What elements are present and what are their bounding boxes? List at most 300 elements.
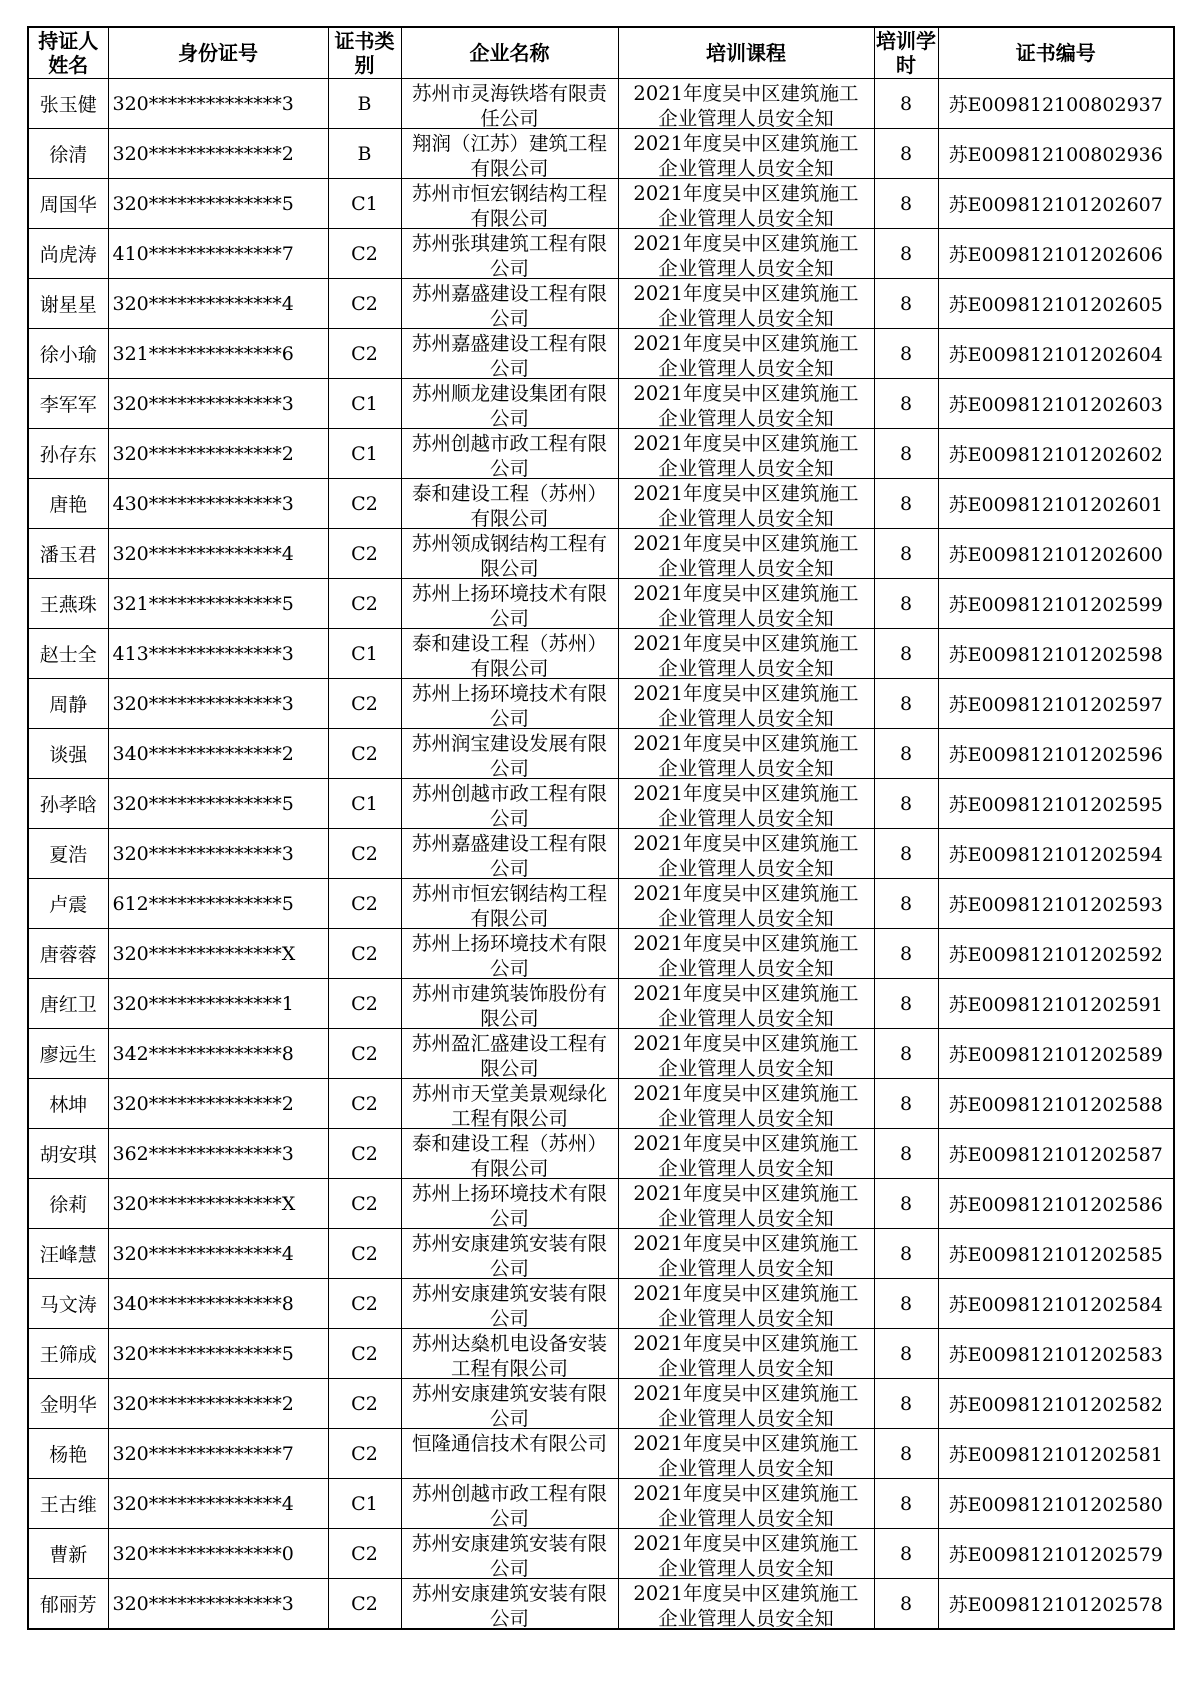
cert-number-cell: 苏E009812101202597 <box>938 679 1174 729</box>
course-cell <box>618 829 874 879</box>
course-cell <box>618 1129 874 1179</box>
table-row <box>28 1229 1174 1279</box>
company-cell-text: 苏州安康建筑安装有限公司 <box>411 1231 607 1277</box>
company-cell <box>401 829 618 879</box>
cert-number-cell: 苏E009812101202586 <box>938 1179 1174 1229</box>
table-row <box>28 329 1174 379</box>
holder-name-cell: 谈强 <box>28 729 108 779</box>
company-cell-text: 苏州嘉盛建设工程有限公司 <box>411 281 607 327</box>
hours-cell: 8 <box>874 129 938 179</box>
holder-name-cell: 张玉健 <box>28 79 108 129</box>
id-number-cell: 320**************2 <box>108 1379 328 1429</box>
cert-type-cell: B <box>328 79 401 129</box>
course-cell-text: 2021年度吴中区建筑施工企业管理人员安全知 <box>633 431 859 477</box>
holder-name-cell: 林坤 <box>28 1079 108 1129</box>
company-cell-text: 泰和建设工程（苏州）有限公司 <box>411 481 607 527</box>
course-cell-text: 2021年度吴中区建筑施工企业管理人员安全知 <box>633 981 859 1027</box>
cert-number-cell: 苏E009812101202600 <box>938 529 1174 579</box>
id-number-cell: 320**************5 <box>108 179 328 229</box>
company-cell <box>401 129 618 179</box>
header-cert-type: 证书类别 <box>328 27 401 79</box>
cert-number-cell: 苏E009812101202580 <box>938 1479 1174 1529</box>
holder-name-cell: 王筛成 <box>28 1329 108 1379</box>
course-cell <box>618 1429 874 1479</box>
course-cell <box>618 429 874 479</box>
course-cell <box>618 1479 874 1529</box>
hours-cell: 8 <box>874 979 938 1029</box>
course-cell <box>618 479 874 529</box>
holder-name-cell: 徐莉 <box>28 1179 108 1229</box>
cert-type-cell: C2 <box>328 529 401 579</box>
table-body <box>28 79 1174 1630</box>
hours-cell: 8 <box>874 1329 938 1379</box>
id-number-cell: 321**************6 <box>108 329 328 379</box>
company-cell <box>401 179 618 229</box>
holder-name-cell: 赵士全 <box>28 629 108 679</box>
cert-number-cell: 苏E009812101202583 <box>938 1329 1174 1379</box>
table-row <box>28 1279 1174 1329</box>
table-row <box>28 79 1174 129</box>
course-cell-text: 2021年度吴中区建筑施工企业管理人员安全知 <box>633 1381 859 1427</box>
company-cell-text: 苏州创越市政工程有限公司 <box>411 431 607 477</box>
id-number-cell: 320**************2 <box>108 1079 328 1129</box>
cert-type-cell: C2 <box>328 1379 401 1429</box>
table-row <box>28 1479 1174 1529</box>
cert-number-cell: 苏E009812101202591 <box>938 979 1174 1029</box>
course-cell-text: 2021年度吴中区建筑施工企业管理人员安全知 <box>633 281 859 327</box>
cert-type-cell: C2 <box>328 1429 401 1479</box>
hours-cell: 8 <box>874 1229 938 1279</box>
course-cell-text: 2021年度吴中区建筑施工企业管理人员安全知 <box>633 681 859 727</box>
hours-cell: 8 <box>874 1529 938 1579</box>
course-cell <box>618 1029 874 1079</box>
course-cell <box>618 679 874 729</box>
company-cell-text: 苏州创越市政工程有限公司 <box>411 781 607 827</box>
table-row <box>28 1579 1174 1630</box>
holder-name-cell: 李军军 <box>28 379 108 429</box>
holder-name-cell: 孙存东 <box>28 429 108 479</box>
course-cell-text: 2021年度吴中区建筑施工企业管理人员安全知 <box>633 1331 859 1377</box>
cert-number-cell: 苏E009812101202607 <box>938 179 1174 229</box>
holder-name-cell: 廖远生 <box>28 1029 108 1079</box>
id-number-cell: 320**************4 <box>108 1229 328 1279</box>
cert-number-cell: 苏E009812101202601 <box>938 479 1174 529</box>
id-number-cell: 320**************3 <box>108 1579 328 1630</box>
holder-name-cell: 周国华 <box>28 179 108 229</box>
table-row <box>28 1429 1174 1479</box>
course-cell <box>618 329 874 379</box>
table-row <box>28 279 1174 329</box>
table-row <box>28 629 1174 679</box>
cert-type-cell: C2 <box>328 1179 401 1229</box>
course-cell <box>618 1329 874 1379</box>
holder-name-cell: 曹新 <box>28 1529 108 1579</box>
company-cell <box>401 979 618 1029</box>
company-cell <box>401 779 618 829</box>
hours-cell: 8 <box>874 179 938 229</box>
holder-name-cell: 徐清 <box>28 129 108 179</box>
id-number-cell: 413**************3 <box>108 629 328 679</box>
hours-cell: 8 <box>874 1429 938 1479</box>
company-cell-text: 苏州张琪建筑工程有限公司 <box>411 231 607 277</box>
hours-cell: 8 <box>874 629 938 679</box>
table-row <box>28 1029 1174 1079</box>
id-number-cell: 320**************3 <box>108 679 328 729</box>
holder-name-cell: 夏浩 <box>28 829 108 879</box>
company-cell-text: 苏州市恒宏钢结构工程有限公司 <box>411 181 607 227</box>
id-number-cell: 320**************1 <box>108 979 328 1029</box>
table-header <box>28 27 1174 79</box>
hours-cell: 8 <box>874 879 938 929</box>
course-cell-text: 2021年度吴中区建筑施工企业管理人员安全知 <box>633 931 859 977</box>
cert-type-cell: C2 <box>328 1279 401 1329</box>
cert-number-cell: 苏E009812100802937 <box>938 79 1174 129</box>
company-cell <box>401 429 618 479</box>
table-row <box>28 879 1174 929</box>
course-cell <box>618 1229 874 1279</box>
course-cell <box>618 279 874 329</box>
holder-name-cell: 唐红卫 <box>28 979 108 1029</box>
table-row <box>28 1079 1174 1129</box>
id-number-cell: 320**************X <box>108 929 328 979</box>
company-cell-text: 苏州市建筑装饰股份有限公司 <box>411 981 607 1027</box>
cert-number-cell: 苏E009812101202602 <box>938 429 1174 479</box>
course-cell-text: 2021年度吴中区建筑施工企业管理人员安全知 <box>633 1481 859 1527</box>
company-cell-text: 苏州上扬环境技术有限公司 <box>411 1181 607 1227</box>
id-number-cell: 320**************0 <box>108 1529 328 1579</box>
course-cell-text: 2021年度吴中区建筑施工企业管理人员安全知 <box>633 881 859 927</box>
hours-cell: 8 <box>874 1079 938 1129</box>
holder-name-cell: 王古维 <box>28 1479 108 1529</box>
cert-number-cell: 苏E009812101202599 <box>938 579 1174 629</box>
course-cell-text: 2021年度吴中区建筑施工企业管理人员安全知 <box>633 831 859 877</box>
company-cell-text: 苏州润宝建设发展有限公司 <box>411 731 607 777</box>
table-row <box>28 679 1174 729</box>
table-row <box>28 229 1174 279</box>
company-cell-text: 苏州市灵海铁塔有限责任公司 <box>411 81 607 127</box>
cert-type-cell: C2 <box>328 1129 401 1179</box>
company-cell <box>401 1429 618 1479</box>
company-cell <box>401 1329 618 1379</box>
holder-name-cell: 杨艳 <box>28 1429 108 1479</box>
course-cell <box>618 379 874 429</box>
id-number-cell: 320**************3 <box>108 379 328 429</box>
cert-number-cell: 苏E009812101202598 <box>938 629 1174 679</box>
course-cell <box>618 729 874 779</box>
company-cell-text: 苏州上扬环境技术有限公司 <box>411 681 607 727</box>
hours-cell: 8 <box>874 279 938 329</box>
holder-name-cell: 徐小瑜 <box>28 329 108 379</box>
company-cell-text: 苏州领成钢结构工程有限公司 <box>411 531 607 577</box>
cert-number-cell: 苏E009812101202584 <box>938 1279 1174 1329</box>
holder-name-cell: 汪峰慧 <box>28 1229 108 1279</box>
company-cell <box>401 729 618 779</box>
course-cell-text: 2021年度吴中区建筑施工企业管理人员安全知 <box>633 1031 859 1077</box>
cert-type-cell: C1 <box>328 379 401 429</box>
company-cell <box>401 929 618 979</box>
company-cell <box>401 1029 618 1079</box>
company-cell-text: 苏州达燊机电设备安装工程有限公司 <box>411 1331 607 1377</box>
holder-name-cell: 周静 <box>28 679 108 729</box>
hours-cell: 8 <box>874 929 938 979</box>
holder-name-cell: 郁丽芳 <box>28 1579 108 1630</box>
company-cell-text: 苏州上扬环境技术有限公司 <box>411 581 607 627</box>
id-number-cell: 320**************4 <box>108 1479 328 1529</box>
header-company: 企业名称 <box>401 27 618 79</box>
id-number-cell: 342**************8 <box>108 1029 328 1079</box>
company-cell <box>401 1529 618 1579</box>
company-cell <box>401 379 618 429</box>
cert-type-cell: C2 <box>328 829 401 879</box>
hours-cell: 8 <box>874 479 938 529</box>
company-cell <box>401 1379 618 1429</box>
table-row <box>28 529 1174 579</box>
course-cell-text: 2021年度吴中区建筑施工企业管理人员安全知 <box>633 1581 859 1627</box>
cert-type-cell: C2 <box>328 879 401 929</box>
hours-cell: 8 <box>874 779 938 829</box>
cert-number-cell: 苏E009812101202582 <box>938 1379 1174 1429</box>
company-cell-text: 苏州创越市政工程有限公司 <box>411 1481 607 1527</box>
company-cell <box>401 629 618 679</box>
course-cell-text: 2021年度吴中区建筑施工企业管理人员安全知 <box>633 381 859 427</box>
course-cell <box>618 129 874 179</box>
holder-name-cell: 胡安琪 <box>28 1129 108 1179</box>
course-cell-text: 2021年度吴中区建筑施工企业管理人员安全知 <box>633 1431 859 1477</box>
cert-type-cell: C2 <box>328 929 401 979</box>
hours-cell: 8 <box>874 379 938 429</box>
course-cell <box>618 929 874 979</box>
cert-number-cell: 苏E009812101202588 <box>938 1079 1174 1129</box>
table-row <box>28 1379 1174 1429</box>
course-cell-text: 2021年度吴中区建筑施工企业管理人员安全知 <box>633 81 859 127</box>
cert-type-cell: C2 <box>328 279 401 329</box>
course-cell <box>618 1379 874 1429</box>
cert-type-cell: C2 <box>328 329 401 379</box>
holder-name-cell: 王燕珠 <box>28 579 108 629</box>
cert-type-cell: C2 <box>328 579 401 629</box>
cert-number-cell: 苏E009812101202605 <box>938 279 1174 329</box>
cert-number-cell: 苏E009812101202585 <box>938 1229 1174 1279</box>
cert-number-cell: 苏E009812101202592 <box>938 929 1174 979</box>
table-row <box>28 129 1174 179</box>
company-cell-text: 苏州嘉盛建设工程有限公司 <box>411 331 607 377</box>
course-cell-text: 2021年度吴中区建筑施工企业管理人员安全知 <box>633 1181 859 1227</box>
course-cell <box>618 879 874 929</box>
holder-name-cell: 潘玉君 <box>28 529 108 579</box>
cert-type-cell: C2 <box>328 229 401 279</box>
company-cell <box>401 279 618 329</box>
id-number-cell: 430**************3 <box>108 479 328 529</box>
hours-cell: 8 <box>874 229 938 279</box>
company-cell-text: 苏州市天堂美景观绿化工程有限公司 <box>411 1081 607 1127</box>
holder-name-cell: 马文涛 <box>28 1279 108 1329</box>
cert-type-cell: C1 <box>328 179 401 229</box>
cert-number-cell: 苏E009812101202603 <box>938 379 1174 429</box>
holder-name-cell: 孙孝晗 <box>28 779 108 829</box>
course-cell-text: 2021年度吴中区建筑施工企业管理人员安全知 <box>633 481 859 527</box>
table-row <box>28 1179 1174 1229</box>
header-course: 培训课程 <box>618 27 874 79</box>
table-row <box>28 579 1174 629</box>
table-row <box>28 929 1174 979</box>
cert-type-cell: C1 <box>328 1479 401 1529</box>
course-cell-text: 2021年度吴中区建筑施工企业管理人员安全知 <box>633 181 859 227</box>
course-cell <box>618 629 874 679</box>
hours-cell: 8 <box>874 1129 938 1179</box>
holder-name-cell: 唐艳 <box>28 479 108 529</box>
holder-name-cell: 卢震 <box>28 879 108 929</box>
company-cell-text: 苏州安康建筑安装有限公司 <box>411 1381 607 1427</box>
id-number-cell: 410**************7 <box>108 229 328 279</box>
hours-cell: 8 <box>874 579 938 629</box>
table-row <box>28 729 1174 779</box>
cert-number-cell: 苏E009812101202606 <box>938 229 1174 279</box>
hours-cell: 8 <box>874 679 938 729</box>
header-cert-number: 证书编号 <box>938 27 1174 79</box>
company-cell-text: 苏州市恒宏钢结构工程有限公司 <box>411 881 607 927</box>
cert-type-cell: C2 <box>328 1029 401 1079</box>
company-cell <box>401 879 618 929</box>
cert-type-cell: C2 <box>328 1529 401 1579</box>
company-cell <box>401 1279 618 1329</box>
cert-type-cell: C2 <box>328 979 401 1029</box>
table-row <box>28 1329 1174 1379</box>
id-number-cell: 340**************2 <box>108 729 328 779</box>
hours-cell: 8 <box>874 79 938 129</box>
id-number-cell: 362**************3 <box>108 1129 328 1179</box>
company-cell-text: 苏州安康建筑安装有限公司 <box>411 1281 607 1327</box>
course-cell-text: 2021年度吴中区建筑施工企业管理人员安全知 <box>633 1231 859 1277</box>
hours-cell: 8 <box>874 1479 938 1529</box>
course-cell <box>618 179 874 229</box>
course-cell <box>618 1529 874 1579</box>
hours-cell: 8 <box>874 729 938 779</box>
table-row <box>28 829 1174 879</box>
hours-cell: 8 <box>874 529 938 579</box>
company-cell-text: 翔润（江苏）建筑工程有限公司 <box>411 131 607 177</box>
company-cell <box>401 1479 618 1529</box>
company-cell-text: 苏州盈汇盛建设工程有限公司 <box>411 1031 607 1077</box>
cert-number-cell: 苏E009812101202594 <box>938 829 1174 879</box>
cert-type-cell: C2 <box>328 1329 401 1379</box>
cert-type-cell: C1 <box>328 779 401 829</box>
course-cell-text: 2021年度吴中区建筑施工企业管理人员安全知 <box>633 1131 859 1177</box>
id-number-cell: 340**************8 <box>108 1279 328 1329</box>
cert-number-cell: 苏E009812101202596 <box>938 729 1174 779</box>
id-number-cell: 321**************5 <box>108 579 328 629</box>
cert-number-cell: 苏E009812101202579 <box>938 1529 1174 1579</box>
course-cell <box>618 979 874 1029</box>
cert-number-cell: 苏E009812101202595 <box>938 779 1174 829</box>
course-cell-text: 2021年度吴中区建筑施工企业管理人员安全知 <box>633 581 859 627</box>
company-cell-text: 苏州顺龙建设集团有限公司 <box>411 381 607 427</box>
hours-cell: 8 <box>874 429 938 479</box>
holder-name-cell: 金明华 <box>28 1379 108 1429</box>
cert-number-cell: 苏E009812100802936 <box>938 129 1174 179</box>
hours-cell: 8 <box>874 1379 938 1429</box>
id-number-cell: 320**************5 <box>108 779 328 829</box>
id-number-cell: 320**************5 <box>108 1329 328 1379</box>
table-row <box>28 479 1174 529</box>
cert-type-cell: C2 <box>328 729 401 779</box>
cert-type-cell: C2 <box>328 1579 401 1630</box>
company-cell <box>401 79 618 129</box>
cert-number-cell: 苏E009812101202593 <box>938 879 1174 929</box>
course-cell-text: 2021年度吴中区建筑施工企业管理人员安全知 <box>633 331 859 377</box>
header-row <box>28 27 1174 79</box>
hours-cell: 8 <box>874 1179 938 1229</box>
id-number-cell: 320**************3 <box>108 79 328 129</box>
company-cell-text: 泰和建设工程（苏州）有限公司 <box>411 1131 607 1177</box>
id-number-cell: 612**************5 <box>108 879 328 929</box>
table-row <box>28 1529 1174 1579</box>
course-cell <box>618 1579 874 1630</box>
course-cell-text: 2021年度吴中区建筑施工企业管理人员安全知 <box>633 531 859 577</box>
cert-number-cell: 苏E009812101202587 <box>938 1129 1174 1179</box>
company-cell <box>401 329 618 379</box>
company-cell <box>401 1229 618 1279</box>
course-cell <box>618 579 874 629</box>
header-id-number: 身份证号 <box>108 27 328 79</box>
company-cell-text: 苏州安康建筑安装有限公司 <box>411 1581 607 1627</box>
company-cell <box>401 229 618 279</box>
id-number-cell: 320**************7 <box>108 1429 328 1479</box>
course-cell-text: 2021年度吴中区建筑施工企业管理人员安全知 <box>633 1081 859 1127</box>
course-cell <box>618 779 874 829</box>
hours-cell: 8 <box>874 329 938 379</box>
course-cell-text: 2021年度吴中区建筑施工企业管理人员安全知 <box>633 1281 859 1327</box>
company-cell <box>401 579 618 629</box>
cert-type-cell: C1 <box>328 629 401 679</box>
id-number-cell: 320**************4 <box>108 529 328 579</box>
company-cell <box>401 1129 618 1179</box>
company-cell-text: 苏州上扬环境技术有限公司 <box>411 931 607 977</box>
company-cell-text: 泰和建设工程（苏州）有限公司 <box>411 631 607 677</box>
company-cell <box>401 1179 618 1229</box>
holder-name-cell: 唐蓉蓉 <box>28 929 108 979</box>
header-holder-name: 持证人姓名 <box>28 27 108 79</box>
table-row <box>28 179 1174 229</box>
id-number-cell: 320**************3 <box>108 829 328 879</box>
holder-name-cell: 谢星星 <box>28 279 108 329</box>
hours-cell: 8 <box>874 829 938 879</box>
holder-name-cell: 尚虎涛 <box>28 229 108 279</box>
course-cell-text: 2021年度吴中区建筑施工企业管理人员安全知 <box>633 631 859 677</box>
cert-type-cell: B <box>328 129 401 179</box>
company-cell <box>401 479 618 529</box>
course-cell <box>618 1079 874 1129</box>
course-cell <box>618 79 874 129</box>
id-number-cell: 320**************2 <box>108 429 328 479</box>
table-row <box>28 979 1174 1029</box>
cert-type-cell: C2 <box>328 1229 401 1279</box>
company-cell <box>401 1079 618 1129</box>
company-cell-text: 恒隆通信技术有限公司 <box>411 1431 607 1455</box>
cert-number-cell: 苏E009812101202589 <box>938 1029 1174 1079</box>
id-number-cell: 320**************2 <box>108 129 328 179</box>
certificate-table <box>27 26 1175 1630</box>
hours-cell: 8 <box>874 1579 938 1630</box>
table-row <box>28 379 1174 429</box>
hours-cell: 8 <box>874 1279 938 1329</box>
course-cell <box>618 229 874 279</box>
id-number-cell: 320**************X <box>108 1179 328 1229</box>
cert-number-cell: 苏E009812101202578 <box>938 1579 1174 1630</box>
company-cell <box>401 1579 618 1630</box>
course-cell-text: 2021年度吴中区建筑施工企业管理人员安全知 <box>633 131 859 177</box>
company-cell <box>401 529 618 579</box>
course-cell <box>618 1179 874 1229</box>
